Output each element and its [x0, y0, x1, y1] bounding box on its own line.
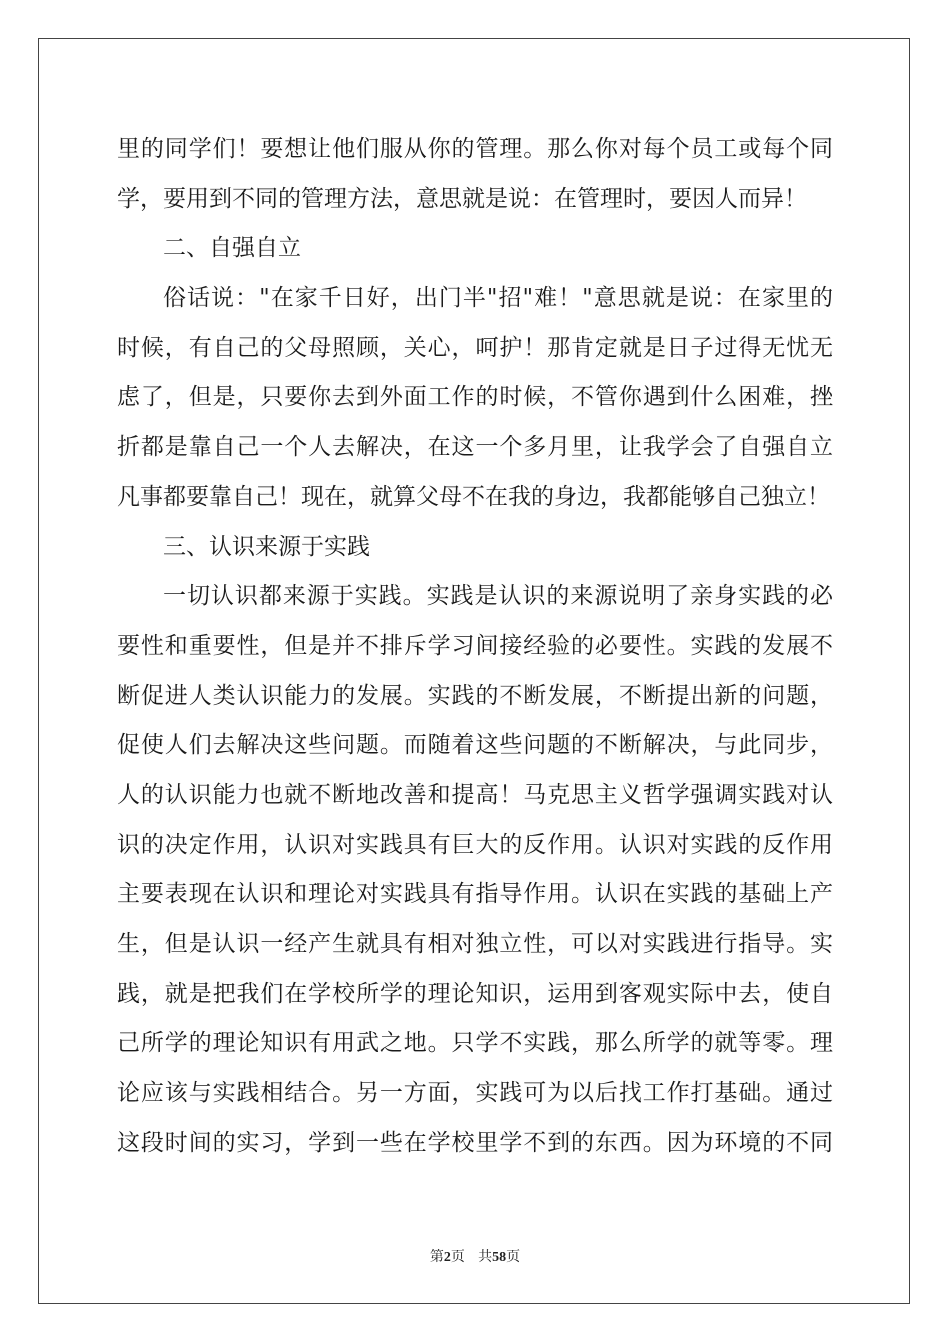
total-pages: 58 — [492, 1250, 507, 1265]
text-line: 主要表现在认识和理论对实践具有指导作用。认识在实践的基础上产 — [117, 881, 833, 908]
text-line: 己所学的理论知识有用武之地。只学不实践，那么所学的就等零。理 — [117, 1030, 833, 1057]
page-prefix: 第 — [429, 1249, 444, 1265]
text-line: 践，就是把我们在学校所学的理论知识，运用到客观实际中去，使自 — [117, 980, 833, 1007]
page-suffix: 页 — [450, 1249, 465, 1265]
total-prefix: 共 — [478, 1249, 493, 1265]
text-line: 学，要用到不同的管理方法，意思就是说：在管理时，要因人而异！ — [117, 185, 807, 212]
text-line: 生，但是认识一经产生就具有相对独立性，可以对实践进行指导。实 — [117, 931, 833, 957]
text-line: 虑了，但是，只要你去到外面工作的时候，不管你遇到什么困难，挫 — [117, 384, 833, 411]
section-heading: 二、自强自立 — [163, 235, 301, 262]
text-line: 识的决定作用，认识对实践具有巨大的反作用。认识对实践的反作用 — [117, 831, 833, 858]
text-line: 促使人们去解决这些问题。而随着这些问题的不断解决，与此同步， — [117, 732, 833, 759]
page-footer — [0, 1246, 950, 1266]
document-body — [117, 125, 833, 1168]
text-line: 论应该与实践相结合。另一方面，实践可为以后找工作打基础。通过 — [117, 1080, 833, 1107]
text-line: 时候，有自己的父母照顾，关心，呵护！那肯定就是日子过得无忧无 — [117, 334, 833, 361]
text-line: 人的认识能力也就不断地改善和提高！马克思主义哲学强调实践对认 — [117, 781, 833, 808]
total-suffix: 页 — [506, 1249, 521, 1265]
text-line: 断促进人类认识能力的发展。实践的不断发展，不断提出新的问题， — [117, 682, 833, 709]
text-line: 里的同学们！要想让他们服从你的管理。那么你对每个员工或每个同 — [117, 136, 833, 162]
page-number: 2 — [443, 1250, 451, 1265]
text-line: 要性和重要性，但是并不排斥学习间接经验的必要性。实践的发展不 — [117, 632, 833, 659]
text-line: 凡事都要靠自己！现在，就算父母不在我的身边，我都能够自己独立！ — [117, 483, 830, 510]
text-line: 这段时间的实习，学到一些在学校里学不到的东西。因为环境的不同 — [117, 1129, 833, 1156]
text-line: 一切认识都来源于实践。实践是认识的来源说明了亲身实践的必 — [163, 583, 833, 610]
section-heading: 三、认识来源于实践 — [163, 533, 370, 560]
text-line: 折都是靠自己一个人去解决，在这一个多月里，让我学会了自强自立 — [117, 434, 833, 461]
text-line: 俗话说："在家千日好，出门半"招"难！"意思就是说：在家里的 — [163, 285, 833, 312]
